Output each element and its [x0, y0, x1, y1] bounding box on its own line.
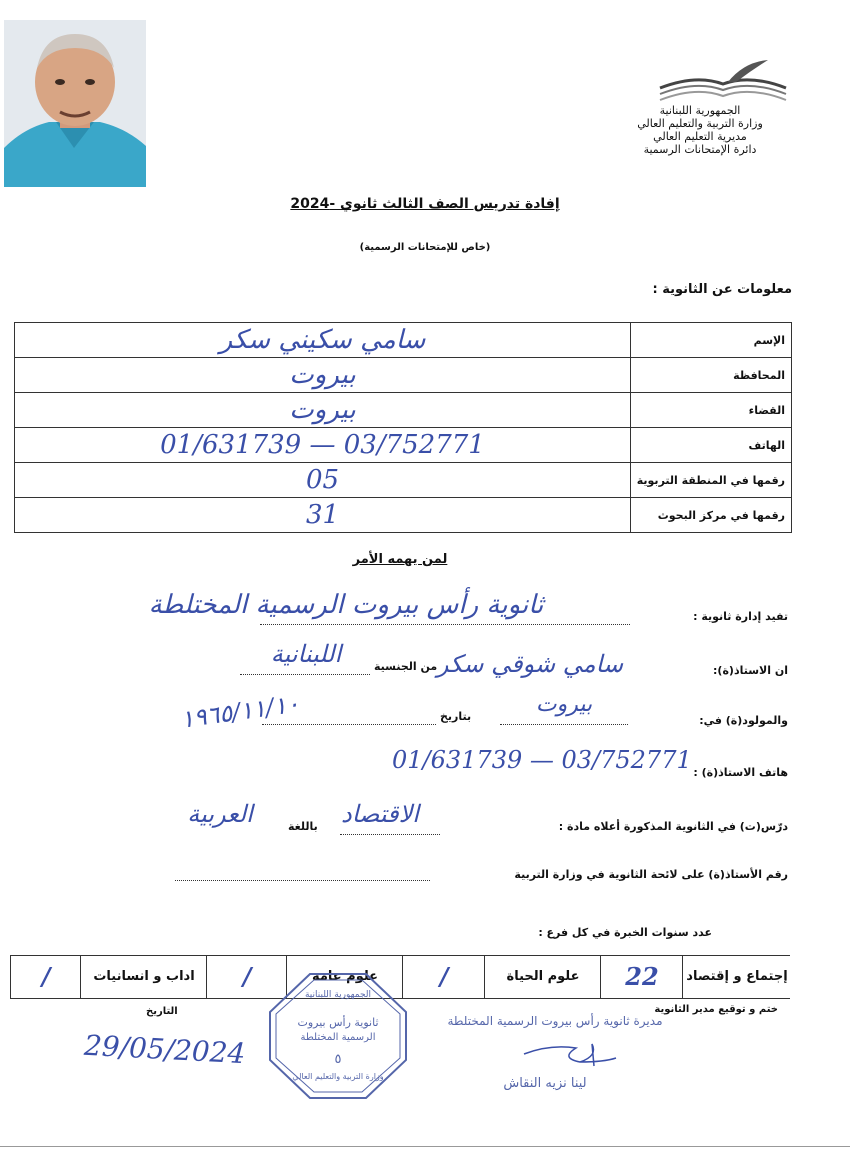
date-value: 29/05/2024: [83, 1028, 247, 1071]
school-info-table: [14, 322, 792, 533]
table-row: [15, 393, 792, 428]
teacher-label: ان الاستاذ(ة):: [713, 664, 788, 677]
stamp-line-1: الجمهورية اللبنانية: [304, 990, 372, 1000]
branch-2-name: علوم الحياة: [484, 956, 601, 998]
branch-1-years: 22: [600, 956, 683, 998]
director-title-stamp: مديرة ثانوية رأس بيروت الرسمية المختلطة: [447, 1014, 663, 1028]
branch-1-name: إجتماع و إقتصاد: [682, 956, 791, 998]
teacher-phone-value: 01/631739 — 03/752771: [392, 746, 692, 774]
branch-4-name: اداب و انسانيات: [80, 956, 207, 998]
table-row: [15, 498, 792, 533]
roster-number-label: رقم الأستاذ(ة) على لائحة الثانوية في وزارة التربية: [514, 868, 788, 881]
section-title: معلومات عن الثانوية :: [652, 282, 792, 297]
language-value: العربية: [187, 800, 253, 828]
header-line-4: دائرة الإمتحانات الرسمية: [643, 143, 757, 156]
director-name: لينا نزيه النقاش: [503, 1076, 587, 1091]
governorate-label: المحافظة: [631, 358, 792, 393]
date-of-birth-value: ١٩٦٥/١١/١٠: [179, 689, 302, 734]
header-line-1: الجمهورية اللبنانية: [659, 104, 741, 117]
official-stamp: [268, 972, 408, 1100]
phone-value: 01/631739 — 03/752771: [15, 428, 631, 463]
applicant-photo: [4, 20, 146, 187]
header-line-3: مديرية التعليم العالي: [653, 130, 747, 143]
to-whom-heading: لمن يهمه الأمر: [352, 552, 448, 567]
director-signature: [520, 1036, 620, 1072]
school-name-value: سامي سكيني سكر: [15, 323, 631, 358]
school-admin-value: ثانوية رأس بيروت الرسمية المختلطة: [148, 590, 544, 620]
language-label: باللغة: [288, 820, 318, 833]
subject-value: الاقتصاد: [341, 800, 419, 828]
taught-subject-label: درّس(ت) في الثانوية المذكورة أعلاه مادة :: [558, 820, 788, 833]
school-name-label: الإسم: [631, 323, 792, 358]
edu-region-value: 05: [15, 463, 631, 498]
director-label: ختم و توقيع مدير الثانوية: [654, 1004, 778, 1015]
born-label: والمولود(ة) في:: [699, 714, 788, 727]
branch-3-name: علوم عامة: [286, 956, 403, 998]
branch-4-years: /: [10, 956, 81, 998]
district-label: القضاء: [631, 393, 792, 428]
born-value: بيروت: [535, 692, 593, 717]
stamp-number: ٥: [334, 1052, 342, 1067]
stamp-line-3: الرسمية المختلطة: [300, 1032, 376, 1043]
branch-2-years: /: [402, 956, 485, 998]
governorate-value: بيروت: [15, 358, 631, 393]
school-admin-label: تفيد إدارة ثانوية :: [693, 610, 788, 623]
district-value: بيروت: [15, 393, 631, 428]
stamp-line-2: ثانوية رأس بيروت: [297, 1016, 379, 1029]
table-row: [15, 323, 792, 358]
document-title: إفادة تدريس الصف الثالث ثانوي -2024: [290, 196, 560, 212]
header-line-2: وزارة التربية والتعليم العالي: [637, 117, 763, 130]
nationality-value: اللبنانية: [270, 640, 342, 668]
roster-number-dots: [175, 866, 430, 881]
research-center-label: رقمها في مركز البحوث: [631, 498, 792, 533]
edu-region-label: رقمها في المنطقة التربوية: [631, 463, 792, 498]
table-row: [15, 358, 792, 393]
phone-label: الهاتف: [631, 428, 792, 463]
table-row: [15, 463, 792, 498]
date-of-birth-label: بتاريخ: [440, 710, 472, 723]
ministry-header: [610, 104, 790, 156]
bottom-rule: [0, 1146, 850, 1147]
document-subtitle: (خاص للإمتحانات الرسمية): [359, 242, 491, 253]
experience-label: عدد سنوات الخبرة في كل فرع :: [538, 926, 712, 939]
research-center-value: 31: [15, 498, 631, 533]
teacher-value: سامي شوقي سكر: [436, 650, 624, 678]
stamp-line-4: وزارة التربية والتعليم العالي: [292, 1072, 384, 1081]
ministry-logo: [656, 58, 790, 104]
branch-3-years: /: [206, 956, 287, 998]
table-row: [15, 428, 792, 463]
nationality-label: من الجنسية: [374, 660, 438, 673]
teacher-phone-label: هاتف الاستاذ(ة) :: [693, 766, 788, 779]
date-label: التاريخ: [146, 1006, 178, 1017]
